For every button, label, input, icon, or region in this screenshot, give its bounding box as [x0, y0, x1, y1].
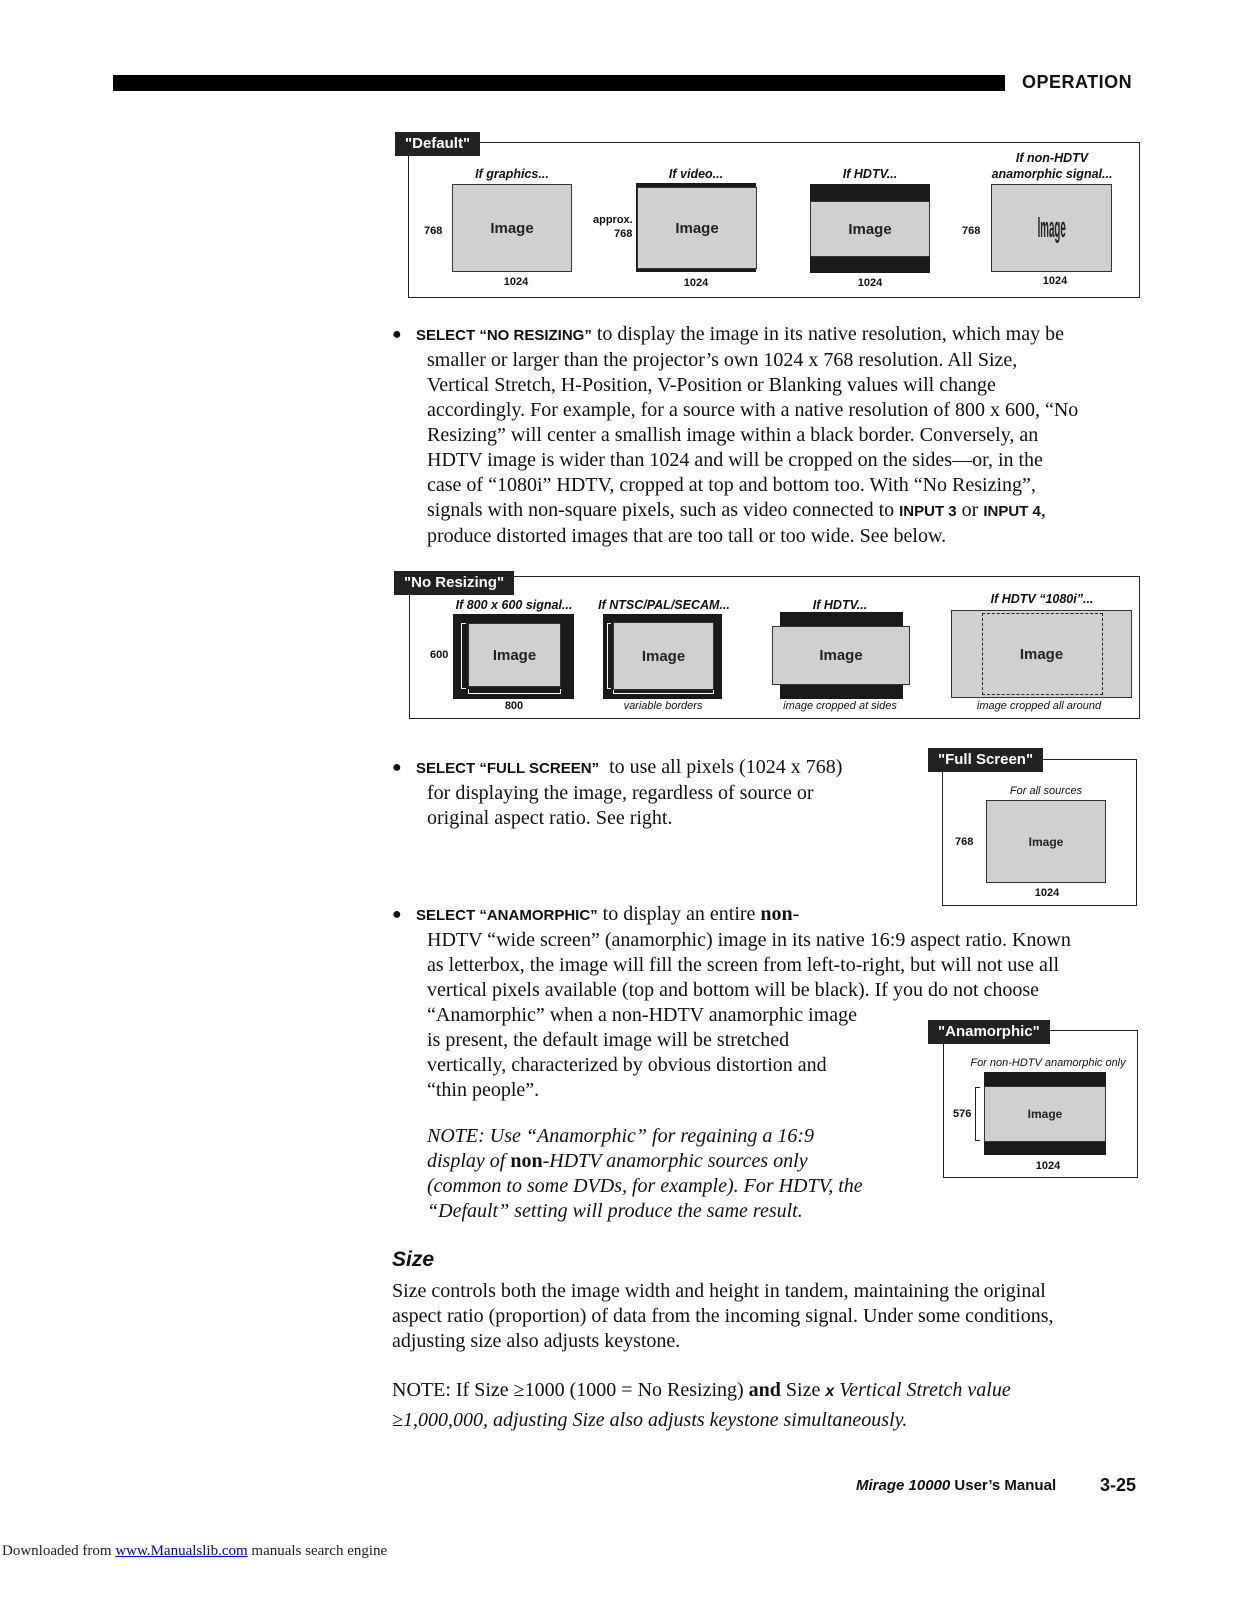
dimension-bracket: [975, 1087, 980, 1141]
text-line: or: [956, 499, 984, 521]
emphasis: and: [748, 1379, 781, 1401]
text-line: is present, the default image will be stretched: [427, 1029, 790, 1051]
text-line: vertical pixels available (top and bottom will be black). If you do not choose: [427, 979, 1040, 1001]
no-resizing-figure-tab: "No Resizing": [394, 571, 514, 595]
anamorphic-note: [427, 1124, 927, 1224]
dimension-label: 768: [424, 225, 443, 237]
text-line: to display the image in its native resolution, which may be: [591, 323, 1064, 345]
full-screen-figure-tab: "Full Screen": [928, 748, 1043, 772]
text-line: manuals search engine: [247, 1543, 388, 1559]
dimension-label: 1024: [1035, 1160, 1061, 1172]
text-line: produce distorted images that are too tall or too wide. See below.: [427, 525, 947, 547]
image-box: Image: [613, 622, 714, 690]
figure-caption: If HDTV “1080i”...: [990, 592, 1094, 606]
bracket-left: [461, 623, 466, 689]
bullet-dot: ●: [392, 759, 402, 776]
text-line: Resizing” will center a smallish image within a black border. Conversely, an: [427, 424, 1039, 446]
text-line: NOTE: If Size: [392, 1379, 514, 1401]
image-box: Image: [984, 1086, 1106, 1142]
keyword: INPUT 4: [983, 503, 1041, 520]
anamorphic-figure-tab: "Anamorphic": [928, 1020, 1050, 1044]
text-line: HDTV “wide screen” (anamorphic) image in its native 16:9 aspect ratio. Known: [427, 929, 1071, 951]
dimension-label: 800: [504, 700, 524, 712]
section-title: OPERATION: [1022, 72, 1133, 92]
header-rule: [113, 75, 1005, 91]
dimension-label: 1024: [503, 276, 529, 288]
dimension-label: 1024: [1034, 887, 1060, 899]
figure-caption: If non-HDTV: [1015, 151, 1089, 165]
figure-note: variable borders: [623, 700, 703, 712]
figure-caption: If video...: [668, 167, 724, 181]
bullet-dot: ●: [392, 906, 402, 923]
dimension-label: 768: [962, 225, 981, 237]
full-screen-paragraph: [416, 755, 916, 831]
dashed-screen-outline: [982, 613, 1103, 695]
size-paragraph: [392, 1279, 1172, 1354]
figure-caption: For all sources: [1009, 785, 1083, 797]
text-line: as letterbox, the image will fill the screen from left-to-right, but will not use all: [427, 954, 1060, 976]
text-line: to use all pixels (1024 x 768): [599, 756, 843, 778]
image-box: Image: [452, 184, 572, 272]
text-line: accordingly. For example, for a source with a native resolution of 800 x 600, “No: [427, 399, 1079, 421]
dimension-label: 576: [953, 1108, 972, 1120]
text-line: smaller or larger than the projector’s own 1024 x 768 resolution. All Size,: [427, 349, 1018, 371]
bracket-left: [607, 623, 611, 689]
text-line: (common to some DVDs, for example). For HDTV, the: [427, 1175, 863, 1197]
dimension-label: 768: [614, 228, 633, 240]
image-box: Image: [986, 800, 1106, 883]
text-line: 1,000,000, adjusting Size also adjusts keystone simultaneously.: [402, 1409, 908, 1431]
keyword: INPUT 3: [899, 503, 957, 520]
emphasis: non: [760, 903, 793, 925]
figure-note: image cropped all around: [976, 700, 1102, 712]
text-line: aspect ratio (proportion) of data from the incoming signal. Under some conditions,: [392, 1305, 1054, 1327]
figure-caption: If 800 x 600 signal...: [455, 598, 573, 612]
text-line: Vertical Stretch value: [834, 1379, 1011, 1401]
bracket-bottom: [468, 689, 561, 694]
no-resizing-paragraph: [416, 322, 1156, 549]
footer-manual-title: [856, 1477, 1056, 1494]
dimension-label: 1024: [857, 277, 883, 289]
figure-caption: If HDTV...: [812, 598, 868, 612]
figure-note: image cropped at sides: [783, 700, 897, 712]
bracket-bottom: [613, 690, 714, 694]
keyword: SELECT “ANAMORPHIC”: [416, 907, 598, 924]
manualslib-link[interactable]: www.Manualslib.com: [115, 1543, 248, 1559]
image-box: Image: [951, 610, 1132, 698]
dimension-label: approx.: [593, 214, 633, 226]
figure-caption: If graphics...: [475, 167, 549, 181]
image-box: Image: [637, 187, 757, 269]
size-note: [392, 1376, 1172, 1435]
product-name: Mirage 10000: [856, 1477, 951, 1494]
figure-caption: If NTSC/PAL/SECAM...: [598, 598, 730, 612]
keyword: SELECT “FULL SCREEN”: [416, 760, 600, 777]
text-line: signals with non-square pixels, such as video connected to: [427, 499, 900, 521]
download-notice: [2, 1543, 387, 1560]
default-figure-tab: "Default": [395, 132, 480, 156]
stretched-image-label: Image: [1037, 211, 1066, 245]
figure-caption: For non-HDTV anamorphic only: [970, 1057, 1126, 1069]
text-line: NOTE: Use “Anamorphic” for regaining a 16:9: [427, 1125, 815, 1147]
text-line: “Default” setting will produce the same result.: [427, 1200, 803, 1222]
symbol: ≥: [392, 1409, 403, 1431]
figure-caption: If HDTV...: [842, 167, 898, 181]
image-box: Image: [772, 626, 910, 685]
text-line: Downloaded from: [2, 1543, 116, 1559]
text-line: vertically, characterized by obvious distortion and: [427, 1054, 827, 1076]
section-heading-size: Size: [392, 1248, 435, 1271]
text-line: for displaying the image, regardless of source or: [427, 782, 814, 804]
page-number: 3-25: [1100, 1475, 1137, 1495]
text-line: 1000 (1000 = No Resizing): [524, 1379, 749, 1401]
text-line: Size controls both the image width and height in tandem, maintaining the original: [392, 1280, 1046, 1302]
text-line: adjusting size also adjusts keystone.: [392, 1330, 681, 1352]
image-box: Image: [468, 623, 561, 687]
emphasis: x: [825, 1383, 835, 1400]
text-line: to display an entire: [597, 903, 761, 925]
dimension-label: 1024: [1042, 275, 1068, 287]
figure-caption: anamorphic signal...: [991, 167, 1113, 181]
image-box: Image: [810, 201, 930, 257]
text-line: original aspect ratio. See right.: [427, 807, 673, 829]
text-line: display of: [427, 1150, 511, 1172]
text-line: Size: [780, 1379, 826, 1401]
text-line: ,: [1040, 499, 1046, 521]
dimension-label: 768: [955, 836, 974, 848]
text-line: -: [792, 903, 800, 925]
text-line: “Anamorphic” when a non-HDTV anamorphic image: [427, 1004, 858, 1026]
keyword: SELECT “NO RESIZING”: [416, 327, 592, 344]
text-line: “thin people”.: [427, 1079, 540, 1101]
text-line: -HDTV anamorphic sources only: [542, 1150, 808, 1172]
text-line: HDTV image is wider than 1024 and will be cropped on the sides—or, in the: [427, 449, 1043, 471]
text-line: Vertical Stretch, H-Position, V-Position or Blanking values will change: [427, 374, 996, 396]
manual-label: User’s Manual: [950, 1477, 1057, 1494]
text-line: case of “1080i” HDTV, cropped at top and bottom too. With “No Resizing”,: [427, 474, 1036, 496]
dimension-label: 1024: [683, 277, 709, 289]
emphasis: non: [510, 1150, 543, 1172]
dimension-label: 600: [430, 649, 449, 661]
image-box: [991, 184, 1112, 272]
bullet-dot: ●: [392, 326, 402, 343]
symbol: ≥: [513, 1379, 525, 1401]
